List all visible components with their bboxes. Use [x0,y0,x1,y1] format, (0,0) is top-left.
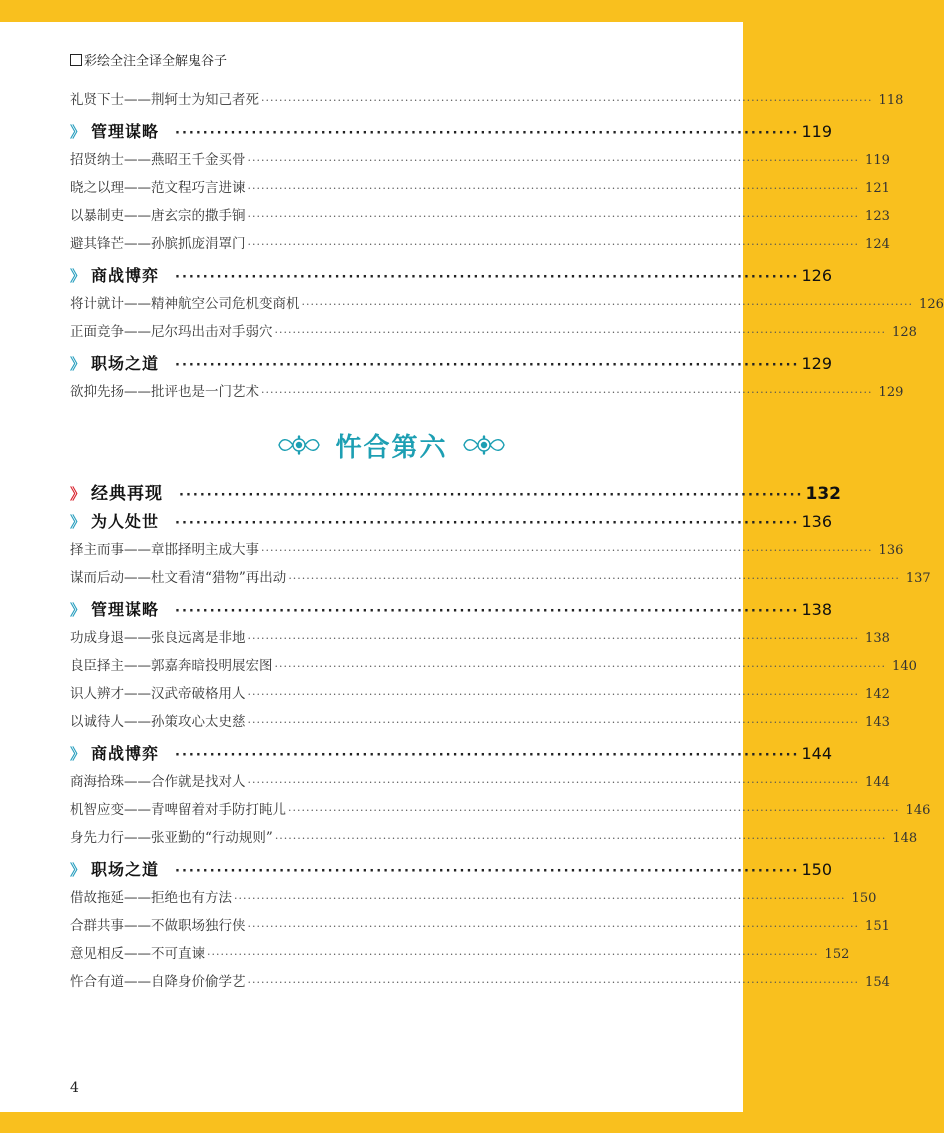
toc-entry-title: 以诚待人——孙策攻心太史慈 [70,714,246,730]
toc-page-number: 121 [865,181,890,196]
toc-page-number: 124 [865,237,890,252]
header-square-icon [70,54,82,66]
dot-leader: ·························································································· [175,604,800,619]
toc-page-number: 137 [905,571,931,586]
toc-page-number: 129 [878,385,904,400]
toc-entry-row [70,378,904,406]
dot-leader: ········································································································································ [288,804,900,817]
toc-section-title: 商战博弈 [91,744,160,763]
dot-leader: ········································································································································ [247,976,860,989]
dot-leader: ·························································································· [175,864,800,879]
toc-entry-title: 择主而事——章邯择明主成大事 [70,542,259,558]
toc-entry-row [70,768,890,796]
toc-entry-row [70,536,904,564]
toc-entry-row [70,912,890,940]
double-chevron-right-icon: 》 [70,513,86,531]
toc-entry-row [70,968,890,996]
toc-page-number: 123 [865,209,890,224]
dot-leader: ·························································································· [175,126,800,141]
toc-page-number: 148 [892,831,918,846]
double-chevron-right-icon: 》 [70,123,86,141]
toc-entry-row [70,202,890,230]
toc-page-number: 152 [824,947,850,962]
toc-entry-row [70,680,890,708]
toc-page-number: 140 [892,659,917,674]
toc-entry-title: 良臣择主——郭嘉奔暗投明展宏图 [70,658,273,674]
dot-leader: ········································································································································ [207,948,819,961]
dot-leader: ········································································································································ [247,776,860,789]
toc-section-row [70,856,833,884]
dot-leader: ········································································································································ [247,154,860,167]
toc-page-number: 154 [865,975,890,990]
dot-leader: ·························································································· [175,516,800,531]
dot-leader: ········································································································································ [274,832,887,845]
toc-page-number: 136 [801,512,833,531]
toc-page-number: 138 [801,600,833,619]
toc-entry-title: 正面竞争——尼尔玛出击对手弱穴 [70,324,273,340]
double-chevron-right-icon: 》 [70,355,86,373]
dot-leader: ·························································································· [175,748,800,763]
dot-leader: ········································································································································ [247,210,860,223]
toc-entry-row [70,174,890,202]
toc-page-number: 126 [919,297,944,312]
toc-entry-title: 晓之以理——范文程巧言进谏 [70,180,246,196]
dot-leader: ········································································································································ [247,688,860,701]
toc-entry-title: 招贤纳士——燕昭王千金买骨 [70,152,246,168]
toc-section-row [70,262,833,290]
dot-leader: ········································································································································ [261,544,873,557]
dot-leader: ········································································································································ [247,920,860,933]
header-title: 彩绘全注全译全解鬼谷子 [84,54,228,69]
toc-entry-title: 欲抑先扬——批评也是一门艺术 [70,384,259,400]
dot-leader: ········································································································································ [234,892,846,905]
dot-leader: ········································································································································ [247,716,860,729]
toc-entry-title: 以暴制吏——唐玄宗的撒手锏 [70,208,246,224]
floral-ornament-icon [277,433,321,457]
dot-leader: ·························································································· [175,358,800,373]
dot-leader: ········································································································································ [261,386,873,399]
toc-entry-title: 合群共事——不做职场独行侠 [70,918,246,934]
toc-section-title: 经典再现 [91,484,164,504]
toc-page-number: 136 [878,543,904,558]
toc-part-a [70,86,944,406]
toc-section-title: 为人处世 [91,512,160,531]
toc-entry-title: 借故拖延——拒绝也有方法 [70,890,232,906]
toc-entry-row [70,564,931,592]
toc-entry-row [70,290,944,318]
dot-leader: ········································································································································ [247,238,860,251]
toc-page-number: 144 [801,744,833,763]
toc-page-number: 119 [865,153,890,168]
toc-entry-row [70,652,917,680]
toc-entry-row [70,884,877,912]
toc-entry-title: 礼贤下士——荆轲士为知己者死 [70,92,259,108]
toc-entry-row [70,940,850,968]
toc-entry-row [70,824,918,852]
dot-leader: ········································································································································ [274,326,887,339]
toc-page-number: 150 [801,860,833,879]
toc-section-row [70,740,833,768]
dot-leader: ·························································································· [175,270,800,285]
toc-page-number: 129 [801,354,833,373]
toc-section-title: 管理谋略 [91,600,160,619]
toc-entry-row [70,146,890,174]
toc-entry-title: 将计就计——精神航空公司危机变商机 [70,296,300,312]
toc-section-title: 管理谋略 [91,122,160,141]
toc-entry-title: 商海拾珠——合作就是找对人 [70,774,246,790]
double-chevron-right-icon: 》 [70,745,86,763]
double-chevron-right-icon: 》 [70,485,86,503]
toc-page-number: 150 [851,891,877,906]
toc-page-number: 132 [805,484,841,504]
toc-part-b [70,480,931,996]
toc-page-number: 138 [865,631,890,646]
toc-page-number: 151 [865,919,890,934]
toc-entry-row [70,708,890,736]
toc-entry-title: 识人辨才——汉武帝破格用人 [70,686,246,702]
toc-page-number: 146 [905,803,931,818]
double-chevron-right-icon: 》 [70,267,86,285]
page [0,22,944,1112]
chapter-title: 忤合第六 [335,432,448,463]
toc-entry-title: 忤合有道——自降身价偷学艺 [70,974,246,990]
table-of-contents [70,86,944,996]
running-header [70,50,227,69]
toc-entry-row [70,624,890,652]
toc-section-title: 职场之道 [91,860,160,879]
toc-section-title: 职场之道 [91,354,160,373]
floral-ornament-icon [462,433,506,457]
double-chevron-right-icon: 》 [70,861,86,879]
toc-entry-title: 谋而后动——杜文看清“猎物”再出动 [70,570,287,586]
dot-leader: ········································································································································ [274,660,887,673]
toc-entry-title: 机智应变——青啤留着对手防打盹儿 [70,802,286,818]
toc-entry-title: 身先力行——张亚勤的“行动规则” [70,830,273,846]
dot-leader: ········································································································································ [247,632,860,645]
double-chevron-right-icon: 》 [70,601,86,619]
toc-entry-title: 功成身退——张良远离是非地 [70,630,246,646]
dot-leader: ········································································································································ [301,298,914,311]
toc-entry-row [70,796,931,824]
toc-entry-title: 意见相反——不可直谏 [70,946,205,962]
toc-page-number: 126 [801,266,833,285]
page-number: 4 [70,1080,79,1096]
toc-page-number: 142 [865,687,890,702]
dot-leader: ········································································································································ [288,572,900,585]
toc-page-number: 118 [878,93,904,108]
toc-section-row [70,508,833,536]
dot-leader: ·························································································· [179,488,804,503]
toc-section-row [70,480,841,508]
toc-section-row [70,596,833,624]
toc-page-number: 144 [865,775,890,790]
toc-entry-title: 避其锋芒——孙膑抓庞涓罩门 [70,236,246,252]
dot-leader: ········································································································································ [261,94,873,107]
toc-section-row [70,350,833,378]
toc-section-row [70,118,833,146]
dot-leader: ········································································································································ [247,182,860,195]
toc-entry-row [70,86,904,114]
toc-entry-row [70,318,917,346]
toc-section-title: 商战博弈 [91,266,160,285]
toc-page-number: 143 [865,715,890,730]
toc-entry-row [70,230,890,258]
chapter-heading [70,414,713,476]
toc-page-number: 119 [801,122,833,141]
toc-page-number: 128 [892,325,917,340]
